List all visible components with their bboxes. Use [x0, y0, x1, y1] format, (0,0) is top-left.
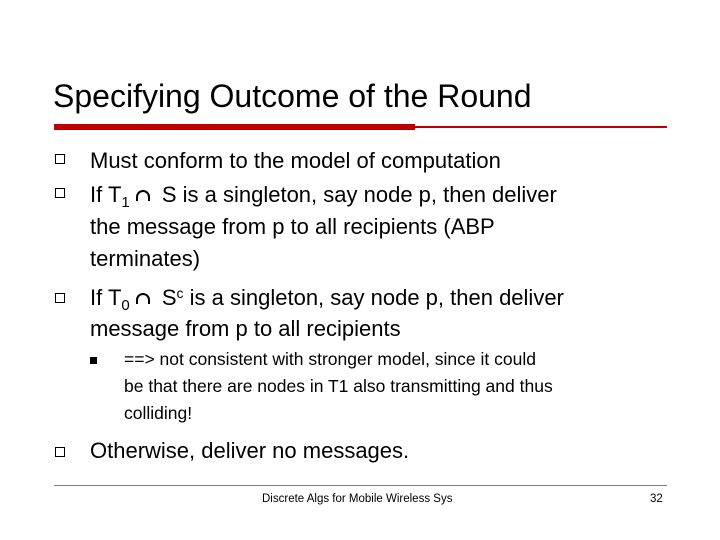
filled-square-bullet-icon [90, 357, 97, 364]
hollow-square-bullet-icon [55, 154, 65, 164]
hollow-square-bullet-icon [55, 188, 65, 198]
bullet-2-line-1 [90, 181, 557, 211]
bullet-2-line-2: the message from p to all recipients (ABP [90, 214, 495, 239]
bullet-3-suffix: is a singleton, say node p, then deliver [183, 285, 564, 310]
bullet-3-line-1 [90, 284, 564, 314]
sub-bullet-line-1: ==> not consistent with stronger model, since it could [124, 349, 536, 369]
intersection-icon [136, 190, 150, 201]
hollow-square-bullet-icon [55, 447, 65, 457]
slide-title: Specifying Outcome of the Round [53, 78, 532, 114]
bullet-3-prefix: If T [90, 285, 122, 310]
hollow-square-bullet-icon [55, 293, 65, 303]
bullet-2-suffix: S is a singleton, say node p, then deliver [155, 182, 557, 207]
footer-rule [54, 485, 667, 486]
bullet-2-prefix: If T [90, 182, 122, 207]
sub-bullet-line-3: colliding! [124, 403, 193, 423]
title-underline-thin [415, 126, 667, 128]
page-number: 32 [650, 493, 663, 505]
bullet-2-subscript: 1 [121, 194, 130, 211]
bullet-3-subscript: 0 [121, 297, 130, 314]
intersection-icon [136, 293, 150, 304]
footer-text: Discrete Algs for Mobile Wireless Sys [262, 493, 453, 505]
bullet-3-superscript: c [176, 285, 184, 301]
bullet-4-text: Otherwise, deliver no messages. [90, 438, 410, 463]
bullet-3-line-2: message from p to all recipients [90, 316, 401, 341]
bullet-3-mid: S [155, 285, 177, 310]
sub-bullet-line-2: be that there are nodes in T1 also transmitting and thus [124, 376, 553, 396]
bullet-2-line-3: terminates) [90, 246, 201, 271]
bullet-1-text: Must conform to the model of computation [90, 148, 501, 173]
title-underline-thick [54, 124, 415, 130]
